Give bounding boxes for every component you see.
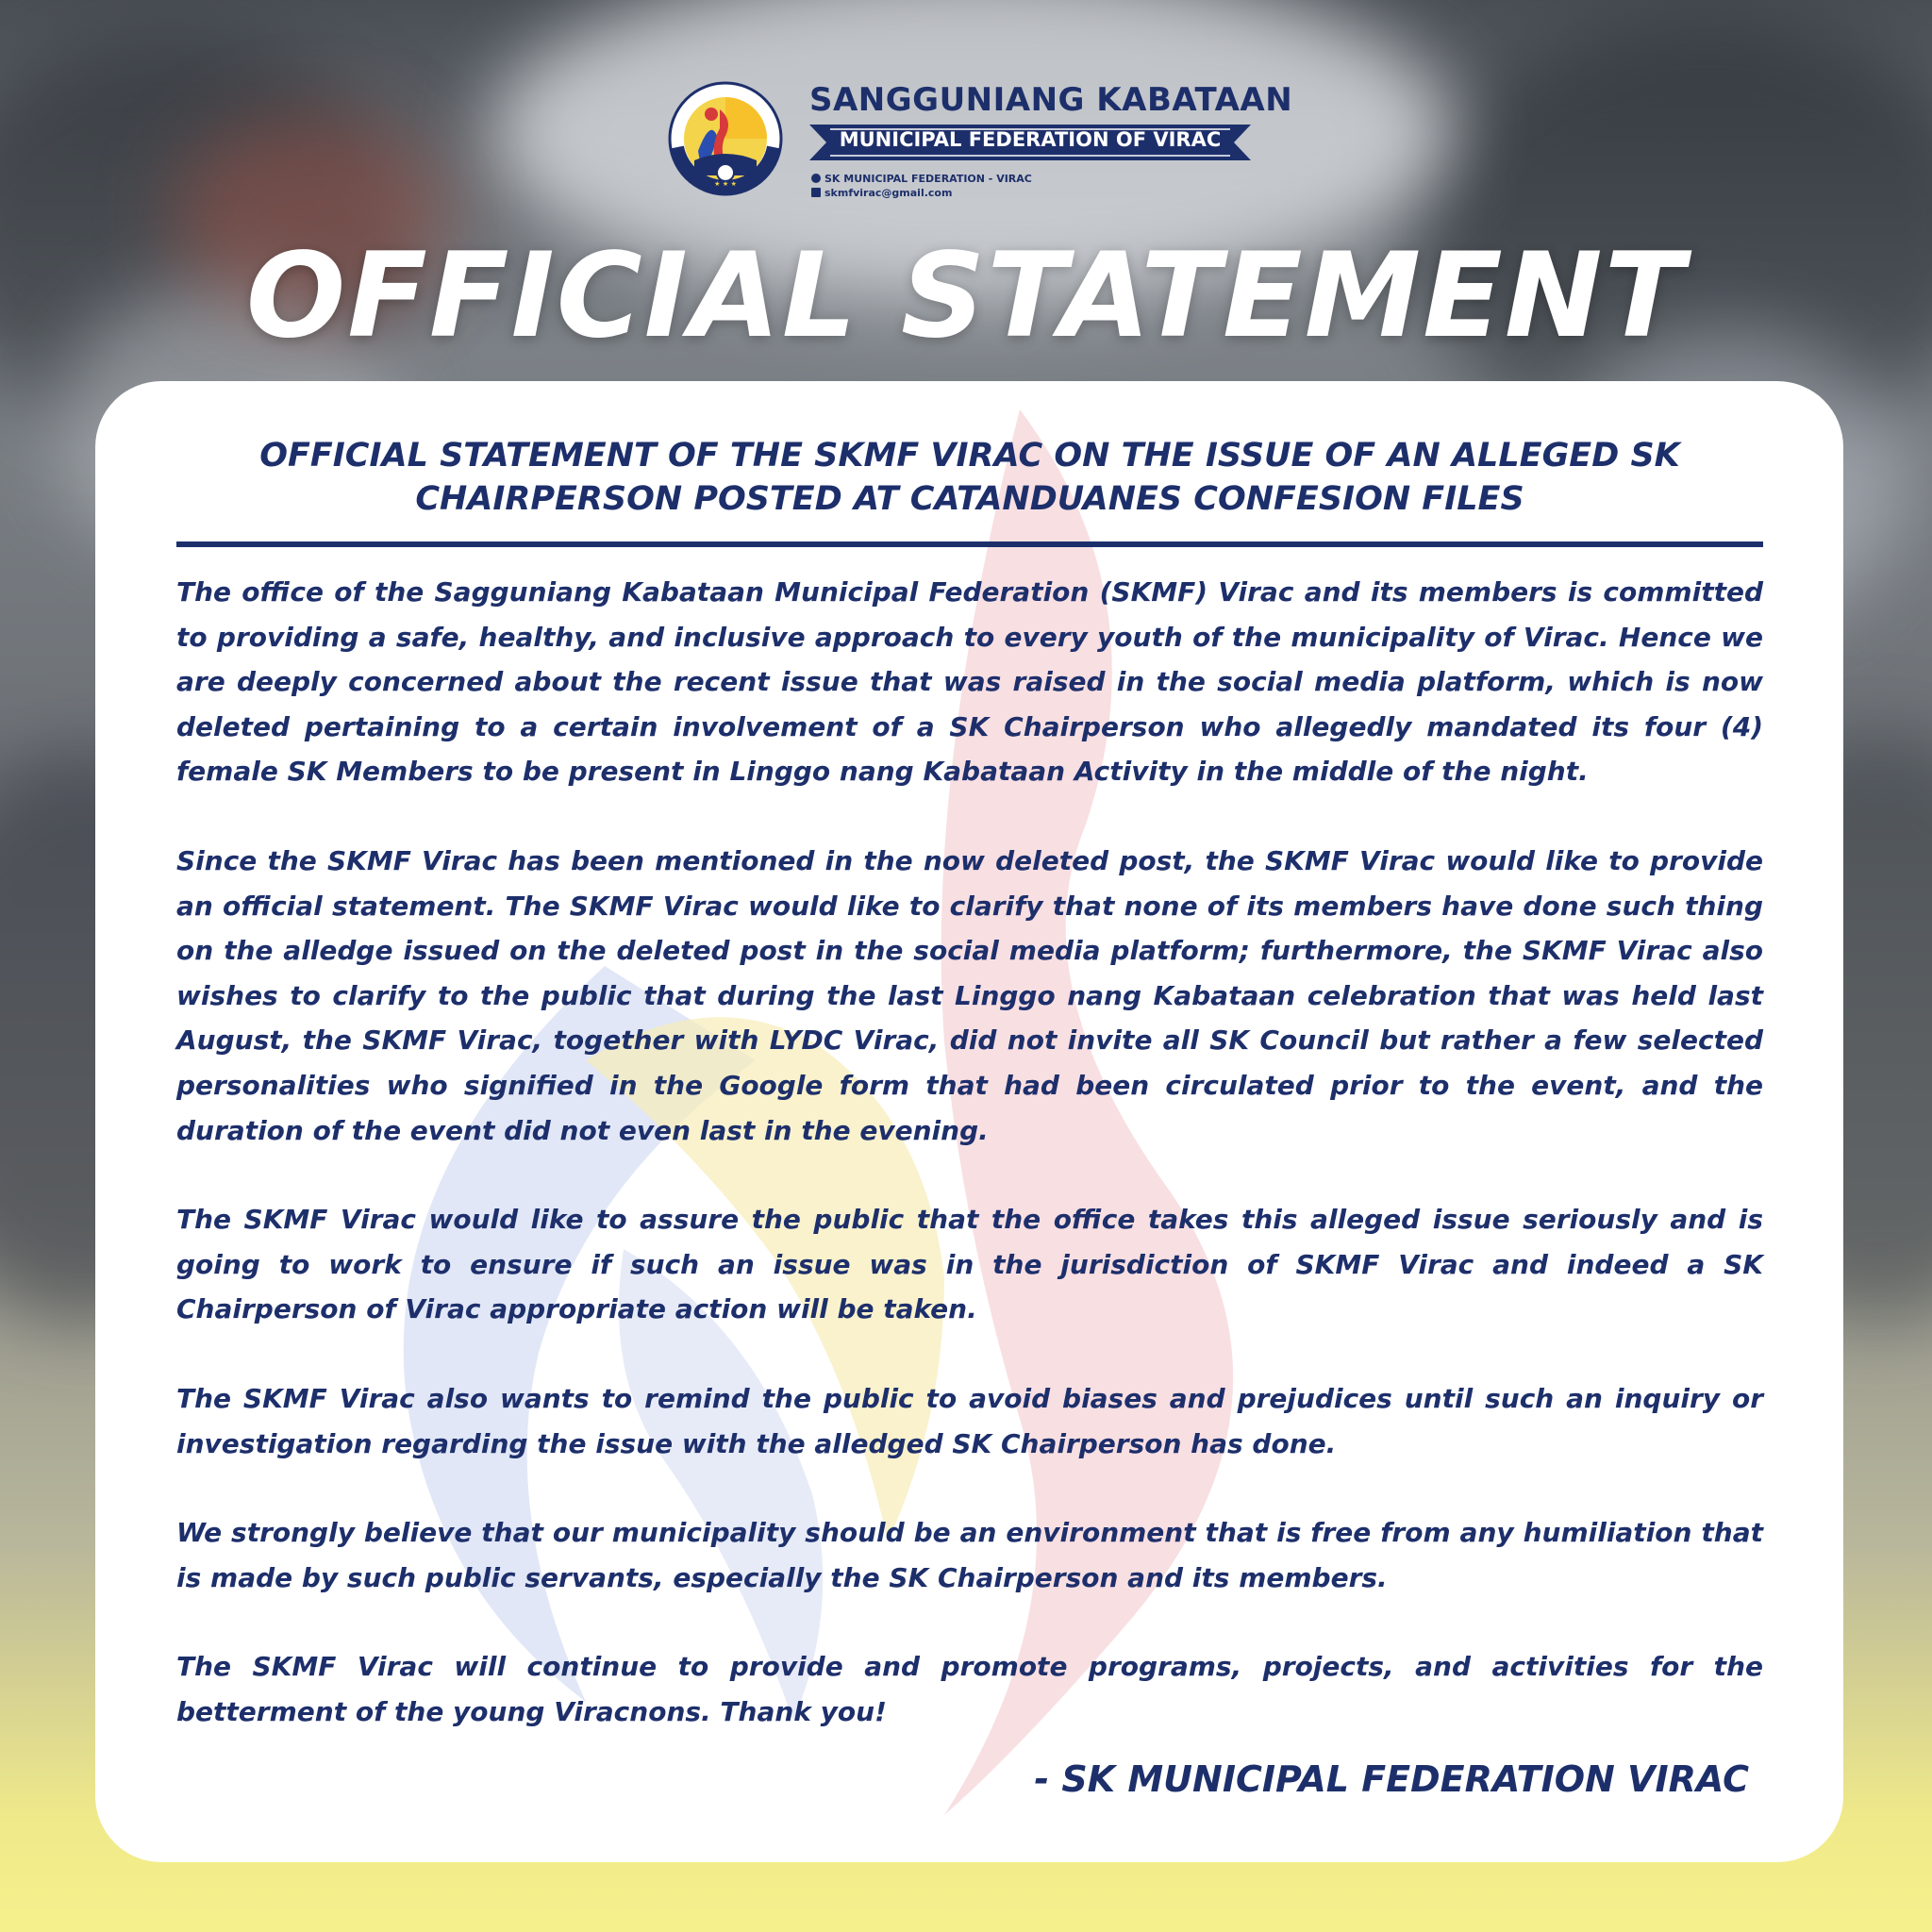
statement-paragraph: The SKMF Virac also wants to remind the public to avoid biases and prejudices until such an inquiry or investigation regarding the issue with the alledged SK Chairperson has done. (176, 1382, 1763, 1459)
facebook-contact (811, 172, 1032, 186)
divider (176, 541, 1763, 547)
statement-paragraph: The SKMF Virac would like to assure the public that the office takes this alleged issue seriously and is going to work to ensure if such an issue was in the jurisdiction of SKMF Virac and indeed a SK Chairperson of Virac appropriate action will be taken. (176, 1204, 1763, 1325)
email-contact (811, 186, 1032, 200)
page-title: OFFICIAL STATEMENT (245, 228, 1687, 364)
mail-icon (811, 188, 821, 197)
facebook-icon (811, 174, 821, 183)
statement-subject: OFFICIAL STATEMENT OF THE SKMF VIRAC ON THE ISSUE OF AN ALLEGED SK CHAIRPERSON POSTED AT CATANDUANES CONFESION FILES (259, 437, 1680, 518)
organization-header (668, 81, 1293, 204)
facebook-text: SK MUNICIPAL FEDERATION - VIRAC (824, 173, 1032, 185)
statement-paragraph: The SKMF Virac will continue to provide and promote programs, projects, and activities for the betterment of the young Viracnons. Thank you! (176, 1651, 1763, 1727)
statement-body (176, 434, 1763, 1778)
sk-federation-seal-icon (668, 81, 783, 196)
statement-card (95, 381, 1843, 1862)
statement-paragraph: Since the SKMF Virac has been mentioned in the now deleted post, the SKMF Virac would like to provide an official statement. The SKMF Virac would like to clarify that none of its members have done such thing on the alledge issued on the deleted post in the social media platform; furthermore, the SKMF Virac also wishes to clarify to the public that during the last Linggo nang Kabataan celebration that was held last August, the SKMF Virac, together with LYDC Virac, did not invite all SK Council but rather a few selected personalities who signified in the Google form that had been circulated prior to the event, and the duration of the event did not even last in the evening. (176, 844, 1763, 1146)
statement-paragraph: The office of the Sagguniang Kabataan Municipal Federation (SKMF) Virac and its members is committed to providing a safe, healthy, and inclusive approach to every youth of the municipality of Virac. Hence we are deeply concerned about the recent issue that was raised in the social media platform, which is now deleted pertaining to a certain involvement of a SK Chairperson who allegedly mandated its four (4) female SK Members to be present in Linggo nang Kabataan Activity in the middle of the night. (176, 576, 1763, 788)
statement-paragraph: We strongly believe that our municipality should be an environment that is free from any humiliation that is made by such public servants, especially the SK Chairperson and its members. (176, 1517, 1763, 1593)
svg-text:★ ★ ★: ★ ★ ★ (714, 180, 737, 188)
signature: - SK MUNICIPAL FEDERATION VIRAC (1034, 1758, 1749, 1800)
organization-name: SANGGUNIANG KABATAAN (809, 81, 1293, 119)
contact-info (811, 172, 1032, 200)
email-text: skmfvirac@gmail.com (824, 187, 953, 199)
organization-subtitle: MUNICIPAL FEDERATION OF VIRAC (839, 128, 1222, 151)
